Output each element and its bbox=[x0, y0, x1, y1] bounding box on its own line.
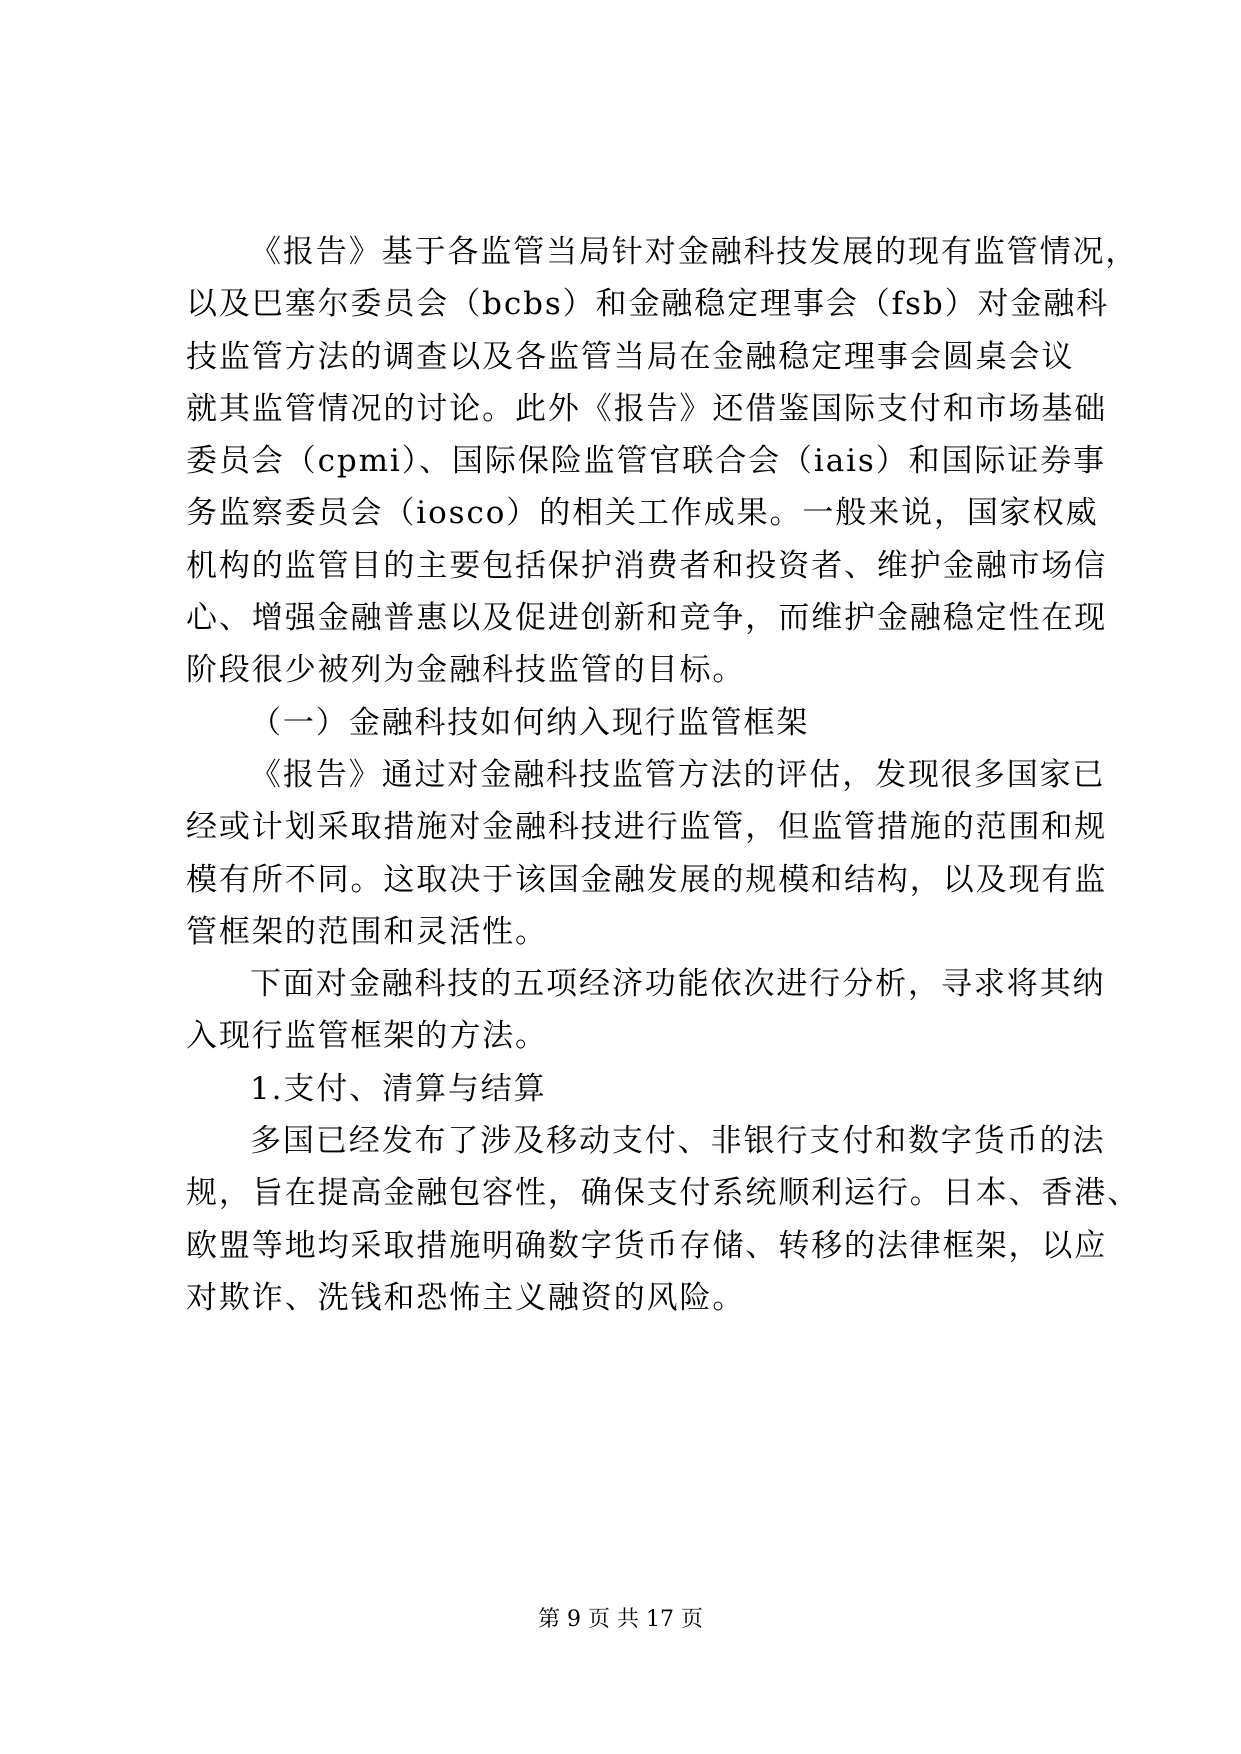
paragraph-line: 管框架的范围和灵活性。 bbox=[186, 913, 548, 950]
paragraph-line: 就其监管情况的讨论。此外《报告》还借鉴国际支付和市场基础 bbox=[186, 390, 1108, 427]
section-heading: （一）金融科技如何纳入现行监管框架 bbox=[250, 704, 810, 741]
paragraph-line: 委员会（cpmi）、国际保险监管官联合会（iais）和国际证券事 bbox=[186, 443, 1107, 480]
paragraph-line: 模有所不同。这取决于该国金融发展的规模和结构，以及现有监 bbox=[186, 861, 1108, 898]
paragraph-line: 对欺诈、洗钱和恐怖主义融资的风险。 bbox=[186, 1279, 746, 1316]
paragraph-line: 阶段很少被列为金融科技监管的目标。 bbox=[186, 652, 746, 689]
page-number-footer: 第 9 页 共 17 页 bbox=[538, 1607, 703, 1632]
paragraph-line: 下面对金融科技的五项经济功能依次进行分析，寻求将其纳 bbox=[250, 966, 1106, 1003]
paragraph-line: 机构的监管目的主要包括保护消费者和投资者、维护金融市场信 bbox=[186, 547, 1108, 584]
paragraph-line: 技监管方法的调查以及各监管当局在金融稳定理事会圆桌会议 bbox=[186, 338, 1075, 375]
paragraph-line: 以及巴塞尔委员会（bcbs）和金融稳定理事会（fsb）对金融科 bbox=[186, 286, 1110, 323]
paragraph-line: 《报告》通过对金融科技监管方法的评估，发现很多国家已 bbox=[250, 756, 1106, 793]
paragraph-line: 规，旨在提高金融包容性，确保支付系统顺利运行。日本、香港、 bbox=[186, 1175, 1141, 1212]
subsection-heading: 1.支付、清算与结算 bbox=[250, 1070, 547, 1107]
paragraph-line: 《报告》基于各监管当局针对金融科技发展的现有监管情况， bbox=[250, 234, 1139, 270]
paragraph-line: 入现行监管框架的方法。 bbox=[186, 1018, 548, 1055]
paragraph-line: 欧盟等地均采取措施明确数字货币存储、转移的法律框架，以应 bbox=[186, 1227, 1108, 1264]
paragraph-line: 务监察委员会（iosco）的相关工作成果。一般来说，国家权威 bbox=[186, 495, 1099, 532]
paragraph-line: 心、增强金融普惠以及促进创新和竞争，而维护金融稳定性在现 bbox=[186, 600, 1108, 637]
paragraph-line: 多国已经发布了涉及移动支付、非银行支付和数字货币的法 bbox=[250, 1123, 1106, 1160]
paragraph-line: 经或计划采取措施对金融科技进行监管，但监管措施的范围和规 bbox=[186, 809, 1108, 846]
body-text bbox=[186, 226, 1141, 1324]
